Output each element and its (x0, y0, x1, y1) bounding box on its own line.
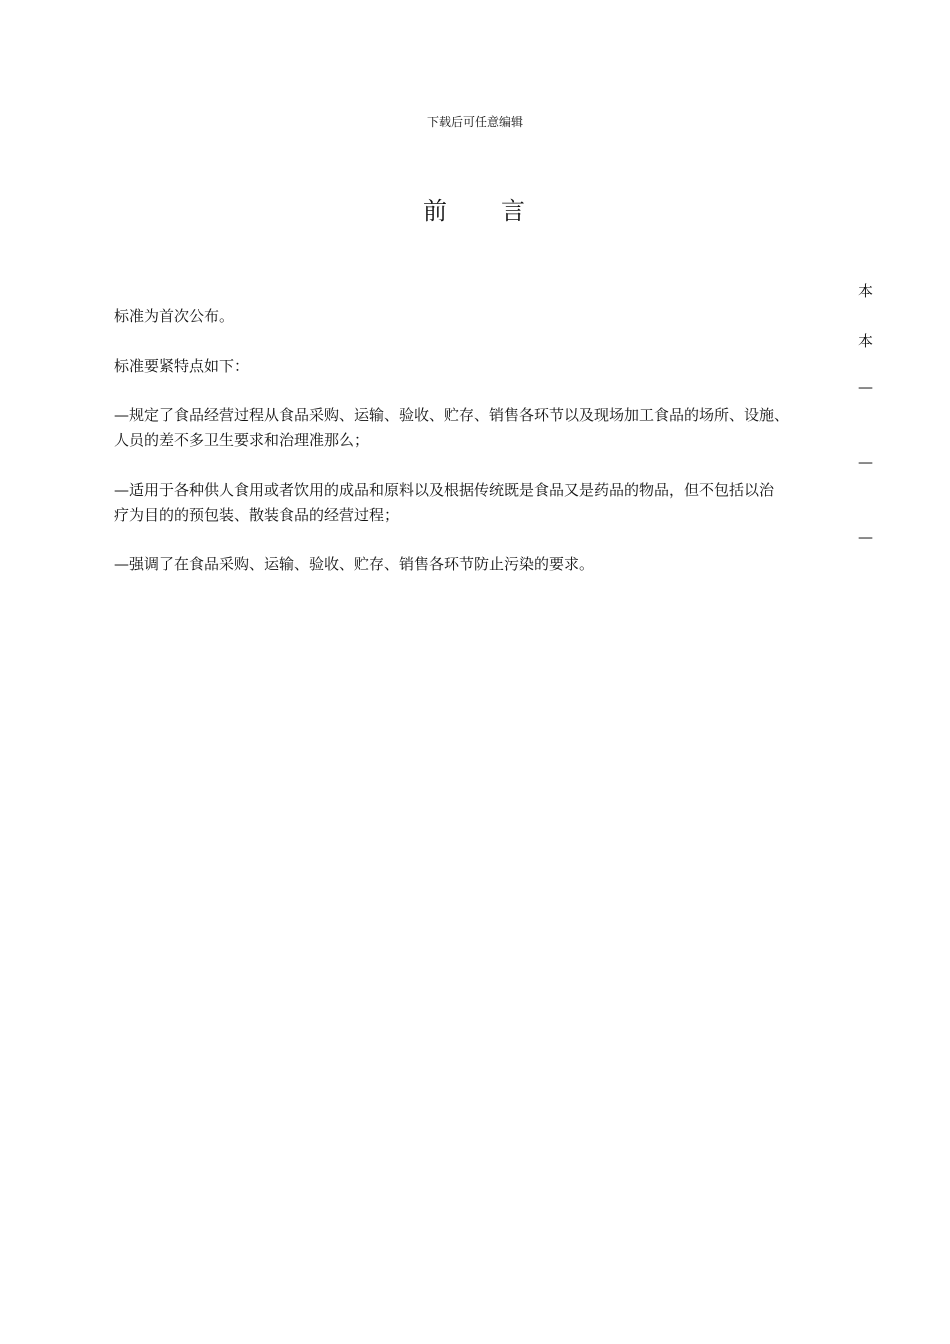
paragraph-1-line-1: 标准为首次公布。 (114, 307, 235, 325)
page-title (0, 191, 950, 226)
paragraph-3-side-dash: — (858, 378, 873, 396)
paragraph-5-side-dash: — (858, 528, 873, 546)
paragraph-4-side-dash: — (858, 453, 873, 471)
paragraph-5-line-1: —强调了在食品采购、运输、验收、贮存、销售各环节防止污染的要求。 (114, 555, 595, 573)
paragraph-3-line-1: —规定了食品经营过程从食品采购、运输、验收、贮存、销售各环节以及现场加工食品的场所、设施、 (114, 406, 790, 424)
paragraph-4-line-2: 疗为目的的预包装、散装食品的经营过程； (114, 506, 400, 524)
paragraph-3-line-2: 人员的差不多卫生要求和治理准那么； (114, 431, 370, 449)
paragraph-4-line-1: —适用于各种供人食用或者饮用的成品和原料以及根据传统既是食品又是药品的物品，但不包括以治 (114, 481, 775, 499)
title-char-2: 言 (501, 197, 527, 225)
paragraph-2-line-1: 标准要紧特点如下： (114, 357, 250, 375)
header-note: 下载后可任意编辑 (426, 115, 523, 129)
paragraph-2-side-char: 本 (858, 332, 874, 350)
paragraph-1-side-char: 本 (858, 282, 874, 300)
title-char-1: 前 (423, 197, 449, 225)
